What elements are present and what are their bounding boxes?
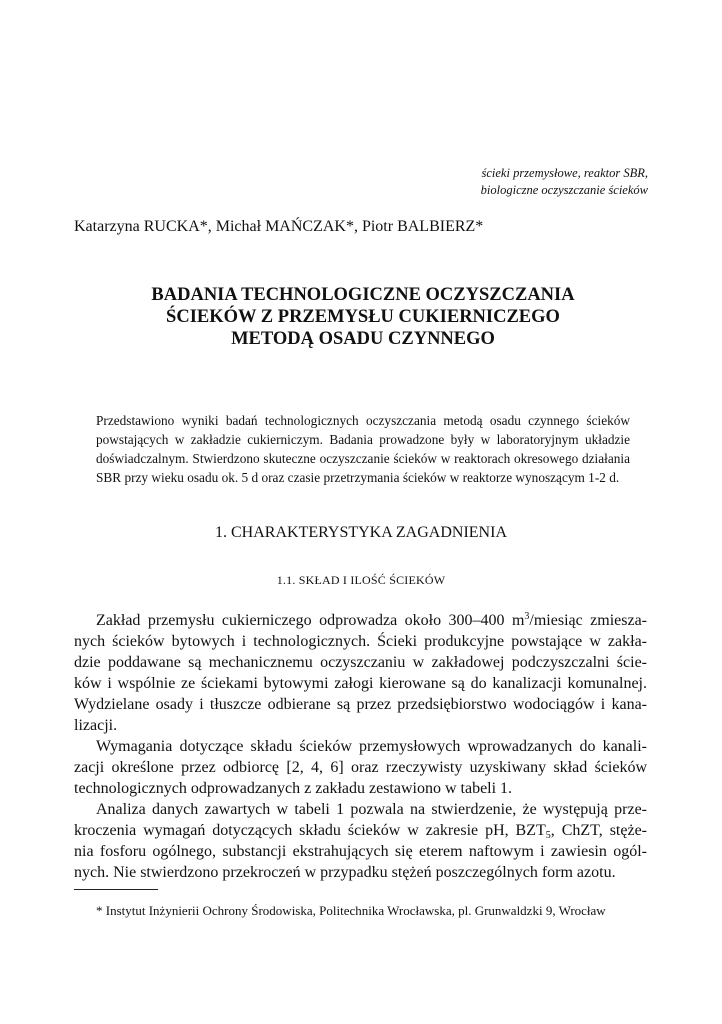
body-line: [74, 610, 647, 631]
body-line: ków i wspólnie ze ściekami bytowymi załogi kierowane są do kanalizacji komunalnej.: [74, 675, 647, 692]
body-line: zacji określone przez odbiorcę [2, 4, 6] oraz rzeczywisty uzyskiwany skład ścieków: [74, 759, 647, 776]
body-text: [74, 610, 647, 883]
abstract-line: powstających w zakładzie cukierniczym. Badania prowadzone były w laboratoryjnym układzie: [96, 432, 630, 447]
paper-title: [74, 284, 652, 350]
body-line: nych. Nie stwierdzono przekroczeń w przypadku stężeń poszczególnych form azotu.: [74, 864, 616, 881]
body-line: Wymagania dotyczące składu ścieków przemysłowych wprowadzanych do kanali-: [96, 738, 647, 755]
body-line: Wydzielane osady i tłuszcze odbierane są przez przedsiębiorstwo wodociągów i kana-: [74, 696, 647, 713]
abstract: [96, 411, 630, 487]
body-line: technologicznych odprowadzanych z zakładu zestawiono w tabeli 1.: [74, 780, 513, 797]
body-text-run: Zakład przemysłu cukierniczego odprowadza około 300–400 m: [96, 612, 525, 629]
keywords-line-2: biologiczne oczyszczanie ścieków: [480, 183, 648, 197]
body-text-run: , ChZT, stęże-: [550, 822, 647, 839]
body-line: lizacji.: [74, 717, 118, 734]
body-line: nych ścieków bytowych i technologicznych. Ścieki produkcyjne powstające w zakła-: [74, 633, 647, 650]
abstract-line: doświadczalnym. Stwierdzono skuteczne oczyszczanie ścieków w reaktorach okresowego działania: [96, 451, 630, 466]
body-text-run: kroczenia wymagań dotyczących składu ścieków w zakresie pH, BZT: [74, 822, 546, 839]
keywords: [481, 165, 648, 199]
abstract-line: Przedstawiono wyniki badań technologicznych oczyszczania metodą osadu czynnego ścieków: [96, 413, 630, 428]
subsection-heading: 1.1. SKŁAD I ILOŚĆ ŚCIEKÓW: [276, 573, 446, 587]
body-line: Analiza danych zawartych w tabeli 1 pozwala na stwierdzenie, że występują prze-: [96, 801, 647, 818]
subscript: 5: [545, 830, 551, 841]
title-line-3: METODĄ OSADU CZYNNEGO: [231, 329, 495, 349]
title-line-1: BADANIA TECHNOLOGICZNE OCZYSZCZANIA: [151, 285, 575, 305]
title-line-2: ŚCIEKÓW Z PRZEMYSŁU CUKIERNICZEGO: [166, 307, 560, 327]
footnote: * Instytut Inżynierii Ochrony Środowiska, Politechnika Wrocławska, pl. Grunwaldzki 9, Wrocław: [96, 903, 606, 918]
superscript: 3: [524, 611, 530, 622]
abstract-line: SBR przy wieku osadu ok. 5 d oraz czasie przetrzymania ścieków w reaktorze wynoszącym 1-2 d.: [96, 470, 620, 485]
footnote-separator: [74, 889, 158, 890]
authors: Katarzyna RUCKA*, Michał MAŃCZAK*, Piotr BALBIERZ*: [74, 218, 484, 235]
keywords-line-1: ścieki przemysłowe, reaktor SBR,: [481, 166, 648, 180]
section-heading: 1. CHARAKTERYSTYKA ZAGADNIENIA: [215, 524, 507, 541]
body-line: [74, 820, 647, 841]
body-line: dzie poddawane są mechanicznemu oczyszczaniu w zakładowej podczyszczalni ście-: [74, 654, 647, 671]
body-text-run: /miesiąc zmiesza-: [529, 612, 647, 629]
body-line: nia fosforu ogólnego, substancji ekstrahujących się eterem naftowym i zawiesin ogól-: [74, 843, 647, 860]
